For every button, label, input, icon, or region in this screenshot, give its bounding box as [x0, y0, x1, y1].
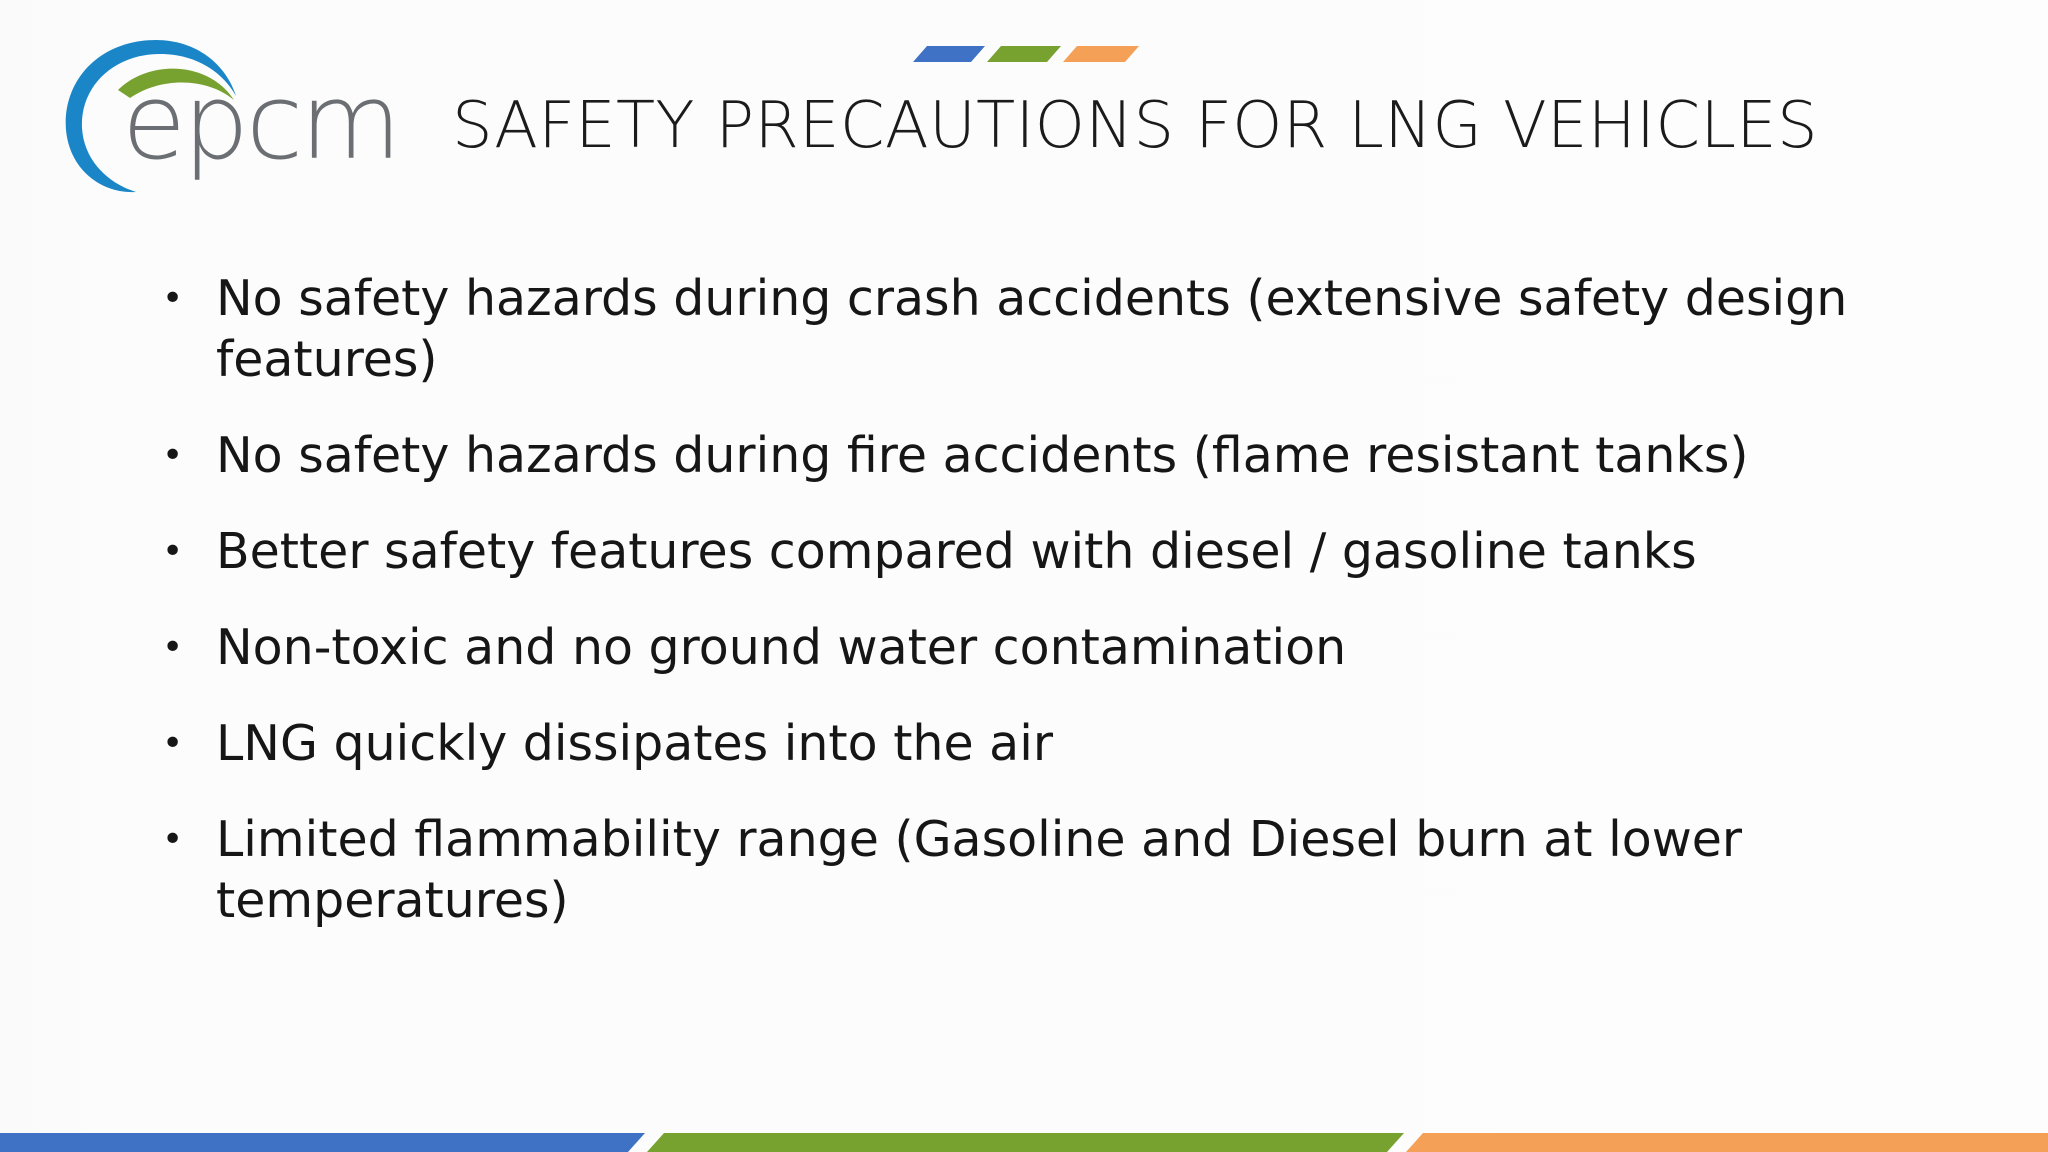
bullet-text: Non-toxic and no ground water contamination — [216, 619, 1347, 676]
bottom-bar-blue — [0, 1133, 645, 1152]
top-accent-stripes — [905, 44, 1145, 64]
bullet-icon: • — [162, 278, 184, 319]
bottom-bar-green — [647, 1133, 1404, 1152]
bullet-icon: • — [162, 723, 184, 764]
bullet-text: No safety hazards during crash accidents (extensive safety design features) — [216, 270, 1848, 388]
bullet-list — [0, 268, 2048, 966]
bullet-item — [162, 425, 1956, 486]
bullet-item — [162, 268, 1956, 390]
bottom-bar-orange — [1406, 1133, 2048, 1152]
bullet-item — [162, 809, 1956, 931]
bullet-item — [162, 713, 1956, 774]
bullet-text: Limited flammability range (Gasoline and Diesel burn at lower temperatures) — [216, 811, 1743, 929]
bullet-item — [162, 617, 1956, 678]
accent-stripe-orange — [1063, 46, 1139, 62]
bullet-text: LNG quickly dissipates into the air — [216, 715, 1053, 772]
bullet-icon: • — [162, 531, 184, 572]
bullet-icon: • — [162, 627, 184, 668]
bullet-item — [162, 521, 1956, 582]
bullet-text: Better safety features compared with diesel / gasoline tanks — [216, 523, 1697, 580]
epcm-logo — [58, 34, 399, 204]
bullet-icon: • — [162, 819, 184, 860]
accent-stripe-blue — [913, 46, 985, 62]
bullet-icon: • — [162, 435, 184, 476]
bullet-text: No safety hazards during fire accidents (flame resistant tanks) — [216, 427, 1749, 484]
slide-title: SAFETY PRECAUTIONS FOR LNG VEHICLES — [452, 89, 1818, 163]
bottom-color-bar — [0, 1133, 2048, 1152]
accent-stripe-green — [987, 46, 1061, 62]
logo-text: epcm — [122, 61, 399, 183]
